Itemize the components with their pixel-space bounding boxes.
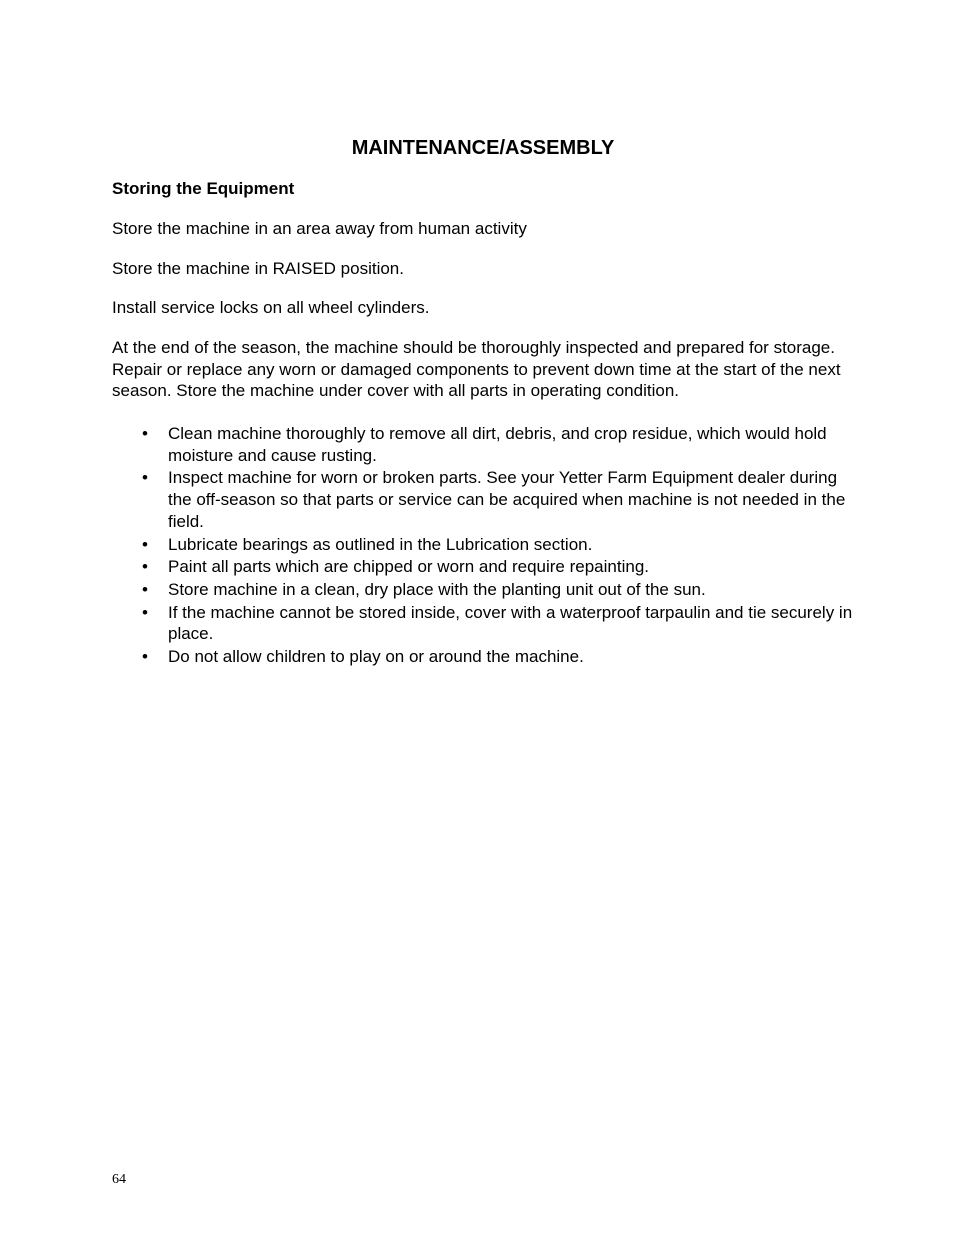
storage-checklist (112, 423, 857, 669)
section-heading: Storing the Equipment (112, 179, 295, 198)
list-item (112, 602, 857, 645)
paragraph-service-locks: Install service locks on all wheel cylinders. (112, 298, 430, 317)
bullet-icon: • (142, 557, 148, 577)
page-number: 64 (112, 1172, 126, 1187)
paragraph-raised-position: Store the machine in RAISED position. (112, 259, 404, 278)
list-item-text: Clean machine thoroughly to remove all dirt, debris, and crop residue, which would hold moisture and cause rusting. (168, 424, 827, 465)
paragraph-end-of-season: At the end of the season, the machine should be thoroughly inspected and prepared for storage. Repair or replace any worn or damaged components to prevent down time at the start of the next season. Store the machine under cover with all parts in operating condition. (112, 338, 841, 400)
bullet-icon: • (142, 579, 148, 599)
list-item (112, 423, 857, 466)
list-item (112, 646, 857, 668)
bullet-icon: • (142, 534, 148, 554)
paragraph-store-away: Store the machine in an area away from human activity (112, 219, 527, 238)
list-item-text: Paint all parts which are chipped or worn and require repainting. (168, 557, 649, 577)
list-item-text: Store machine in a clean, dry place with the planting unit out of the sun. (168, 579, 706, 599)
list-item (112, 534, 857, 556)
list-item (112, 579, 857, 601)
list-item-text: If the machine cannot be stored inside, cover with a waterproof tarpaulin and tie securely in place. (168, 602, 853, 644)
bullet-icon: • (142, 602, 148, 622)
list-item-text: Do not allow children to play on or around the machine. (168, 647, 584, 667)
list-item-text: Inspect machine for worn or broken parts. See your Yetter Farm Equipment dealer during the off-season so that parts or service can be acquired when machine is not needed in the field. (168, 468, 846, 531)
list-item (112, 556, 857, 578)
list-item-text: Lubricate bearings as outlined in the Lubrication section. (168, 534, 593, 554)
bullet-icon: • (142, 647, 148, 667)
bullet-icon: • (142, 424, 148, 443)
bullet-icon: • (142, 468, 148, 488)
page-title: MAINTENANCE/ASSEMBLY (351, 137, 615, 159)
list-item (112, 467, 857, 532)
